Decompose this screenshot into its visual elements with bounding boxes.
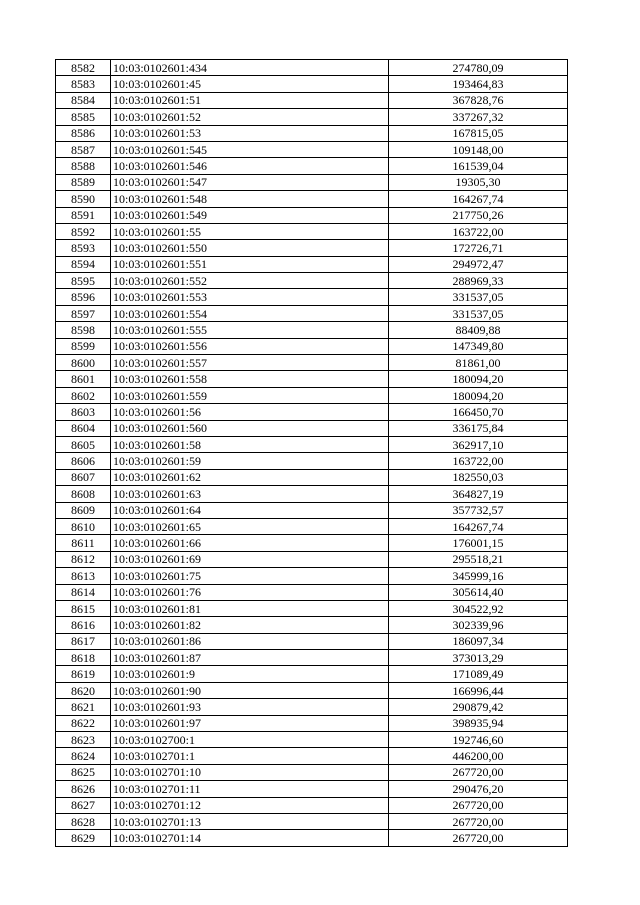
row-number-cell: 8614	[56, 584, 111, 600]
row-number-cell: 8626	[56, 781, 111, 797]
cadastral-value-table	[55, 59, 568, 847]
cadastral-number-cell: 10:03:0102601:87	[111, 650, 389, 666]
row-number-cell: 8608	[56, 486, 111, 502]
cadastral-number-cell: 10:03:0102601:90	[111, 682, 389, 698]
row-number-cell: 8585	[56, 109, 111, 125]
table-row	[56, 174, 568, 190]
table-row	[56, 338, 568, 354]
cadastral-number-cell: 10:03:0102601:93	[111, 699, 389, 715]
table-row	[56, 322, 568, 338]
table-row	[56, 436, 568, 452]
table-row	[56, 305, 568, 321]
cadastral-value-cell: 193464,83	[389, 76, 568, 92]
cadastral-value-cell: 163722,00	[389, 453, 568, 469]
table-row	[56, 256, 568, 272]
row-number-cell: 8595	[56, 273, 111, 289]
cadastral-value-cell: 147349,80	[389, 338, 568, 354]
row-number-cell: 8628	[56, 813, 111, 829]
table-row	[56, 617, 568, 633]
row-number-cell: 8584	[56, 92, 111, 108]
cadastral-value-cell: 267720,00	[389, 813, 568, 829]
table-row	[56, 158, 568, 174]
cadastral-value-cell: 180094,20	[389, 387, 568, 403]
cadastral-number-cell: 10:03:0102601:550	[111, 240, 389, 256]
cadastral-value-cell: 302339,96	[389, 617, 568, 633]
table-row	[56, 699, 568, 715]
row-number-cell: 8611	[56, 535, 111, 551]
row-number-cell: 8582	[56, 60, 111, 76]
row-number-cell: 8615	[56, 600, 111, 616]
cadastral-value-cell: 167815,05	[389, 125, 568, 141]
cadastral-value-cell: 331537,05	[389, 289, 568, 305]
cadastral-number-cell: 10:03:0102601:9	[111, 666, 389, 682]
cadastral-value-cell: 88409,88	[389, 322, 568, 338]
cadastral-number-cell: 10:03:0102601:62	[111, 469, 389, 485]
cadastral-number-cell: 10:03:0102601:75	[111, 568, 389, 584]
row-number-cell: 8592	[56, 223, 111, 239]
cadastral-number-cell: 10:03:0102701:12	[111, 797, 389, 813]
cadastral-number-cell: 10:03:0102601:552	[111, 273, 389, 289]
cadastral-value-cell: 364827,19	[389, 486, 568, 502]
cadastral-number-cell: 10:03:0102601:56	[111, 404, 389, 420]
cadastral-value-cell: 398935,94	[389, 715, 568, 731]
table-row	[56, 715, 568, 731]
cadastral-number-cell: 10:03:0102601:59	[111, 453, 389, 469]
table-row	[56, 223, 568, 239]
table-row	[56, 813, 568, 829]
table-row	[56, 355, 568, 371]
cadastral-number-cell: 10:03:0102601:547	[111, 174, 389, 190]
table-row	[56, 600, 568, 616]
table-row	[56, 141, 568, 157]
cadastral-number-cell: 10:03:0102701:10	[111, 764, 389, 780]
cadastral-value-cell: 337267,32	[389, 109, 568, 125]
table-row	[56, 420, 568, 436]
table-row	[56, 76, 568, 92]
row-number-cell: 8588	[56, 158, 111, 174]
cadastral-value-cell: 267720,00	[389, 830, 568, 846]
row-number-cell: 8621	[56, 699, 111, 715]
cadastral-number-cell: 10:03:0102601:556	[111, 338, 389, 354]
cadastral-number-cell: 10:03:0102601:82	[111, 617, 389, 633]
cadastral-value-cell: 362917,10	[389, 436, 568, 452]
row-number-cell: 8610	[56, 518, 111, 534]
row-number-cell: 8613	[56, 568, 111, 584]
cadastral-value-cell: 290476,20	[389, 781, 568, 797]
row-number-cell: 8596	[56, 289, 111, 305]
cadastral-number-cell: 10:03:0102700:1	[111, 732, 389, 748]
table-row	[56, 486, 568, 502]
row-number-cell: 8606	[56, 453, 111, 469]
cadastral-number-cell: 10:03:0102601:546	[111, 158, 389, 174]
table-row	[56, 732, 568, 748]
cadastral-number-cell: 10:03:0102601:81	[111, 600, 389, 616]
cadastral-value-cell: 304522,92	[389, 600, 568, 616]
cadastral-value-cell: 164267,74	[389, 518, 568, 534]
row-number-cell: 8598	[56, 322, 111, 338]
table-row	[56, 387, 568, 403]
cadastral-number-cell: 10:03:0102701:13	[111, 813, 389, 829]
cadastral-value-cell: 373013,29	[389, 650, 568, 666]
table-row	[56, 568, 568, 584]
row-number-cell: 8617	[56, 633, 111, 649]
cadastral-number-cell: 10:03:0102601:553	[111, 289, 389, 305]
cadastral-value-cell: 109148,00	[389, 141, 568, 157]
row-number-cell: 8594	[56, 256, 111, 272]
row-number-cell: 8599	[56, 338, 111, 354]
cadastral-value-cell: 357732,57	[389, 502, 568, 518]
cadastral-value-cell: 217750,26	[389, 207, 568, 223]
cadastral-number-cell: 10:03:0102601:51	[111, 92, 389, 108]
table-row	[56, 92, 568, 108]
cadastral-number-cell: 10:03:0102601:548	[111, 191, 389, 207]
cadastral-value-cell: 294972,47	[389, 256, 568, 272]
table-row	[56, 584, 568, 600]
table-row	[56, 207, 568, 223]
table-row	[56, 125, 568, 141]
row-number-cell: 8602	[56, 387, 111, 403]
row-number-cell: 8629	[56, 830, 111, 846]
row-number-cell: 8619	[56, 666, 111, 682]
row-number-cell: 8600	[56, 355, 111, 371]
cadastral-number-cell: 10:03:0102601:554	[111, 305, 389, 321]
cadastral-value-cell: 186097,34	[389, 633, 568, 649]
row-number-cell: 8589	[56, 174, 111, 190]
row-number-cell: 8612	[56, 551, 111, 567]
cadastral-value-cell: 164267,74	[389, 191, 568, 207]
cadastral-value-cell: 267720,00	[389, 797, 568, 813]
cadastral-value-cell: 163722,00	[389, 223, 568, 239]
cadastral-number-cell: 10:03:0102601:86	[111, 633, 389, 649]
cadastral-number-cell: 10:03:0102601:551	[111, 256, 389, 272]
cadastral-value-cell: 180094,20	[389, 371, 568, 387]
cadastral-number-cell: 10:03:0102601:63	[111, 486, 389, 502]
row-number-cell: 8590	[56, 191, 111, 207]
cadastral-number-cell: 10:03:0102601:55	[111, 223, 389, 239]
cadastral-value-cell: 192746,60	[389, 732, 568, 748]
cadastral-value-cell: 267720,00	[389, 764, 568, 780]
row-number-cell: 8603	[56, 404, 111, 420]
table-row	[56, 404, 568, 420]
cadastral-number-cell: 10:03:0102701:1	[111, 748, 389, 764]
cadastral-value-cell: 81861,00	[389, 355, 568, 371]
table-row	[56, 535, 568, 551]
table-row	[56, 518, 568, 534]
table-row	[56, 273, 568, 289]
row-number-cell: 8587	[56, 141, 111, 157]
cadastral-value-cell: 171089,49	[389, 666, 568, 682]
row-number-cell: 8604	[56, 420, 111, 436]
row-number-cell: 8593	[56, 240, 111, 256]
row-number-cell: 8583	[56, 76, 111, 92]
cadastral-number-cell: 10:03:0102601:45	[111, 76, 389, 92]
cadastral-number-cell: 10:03:0102701:11	[111, 781, 389, 797]
cadastral-number-cell: 10:03:0102601:545	[111, 141, 389, 157]
row-number-cell: 8607	[56, 469, 111, 485]
table-row	[56, 781, 568, 797]
row-number-cell: 8597	[56, 305, 111, 321]
row-number-cell: 8616	[56, 617, 111, 633]
table-row	[56, 682, 568, 698]
table-row	[56, 551, 568, 567]
table-row	[56, 650, 568, 666]
row-number-cell: 8605	[56, 436, 111, 452]
cadastral-value-cell: 182550,03	[389, 469, 568, 485]
cadastral-value-cell: 166450,70	[389, 404, 568, 420]
cadastral-number-cell: 10:03:0102601:559	[111, 387, 389, 403]
cadastral-value-cell: 336175,84	[389, 420, 568, 436]
cadastral-number-cell: 10:03:0102601:558	[111, 371, 389, 387]
row-number-cell: 8591	[56, 207, 111, 223]
table-row	[56, 748, 568, 764]
cadastral-value-cell: 295518,21	[389, 551, 568, 567]
cadastral-number-cell: 10:03:0102701:14	[111, 830, 389, 846]
cadastral-number-cell: 10:03:0102601:549	[111, 207, 389, 223]
cadastral-number-cell: 10:03:0102601:58	[111, 436, 389, 452]
cadastral-number-cell: 10:03:0102601:434	[111, 60, 389, 76]
table-row	[56, 666, 568, 682]
cadastral-value-cell: 446200,00	[389, 748, 568, 764]
cadastral-number-cell: 10:03:0102601:69	[111, 551, 389, 567]
cadastral-value-cell: 274780,09	[389, 60, 568, 76]
cadastral-number-cell: 10:03:0102601:555	[111, 322, 389, 338]
row-number-cell: 8625	[56, 764, 111, 780]
cadastral-number-cell: 10:03:0102601:560	[111, 420, 389, 436]
row-number-cell: 8609	[56, 502, 111, 518]
row-number-cell: 8623	[56, 732, 111, 748]
cadastral-value-cell: 172726,71	[389, 240, 568, 256]
table-row	[56, 502, 568, 518]
cadastral-value-cell: 288969,33	[389, 273, 568, 289]
table-row	[56, 469, 568, 485]
cadastral-value-cell: 290879,42	[389, 699, 568, 715]
cadastral-number-cell: 10:03:0102601:65	[111, 518, 389, 534]
table-row	[56, 289, 568, 305]
cadastral-value-cell: 176001,15	[389, 535, 568, 551]
table-row	[56, 764, 568, 780]
cadastral-number-cell: 10:03:0102601:76	[111, 584, 389, 600]
row-number-cell: 8601	[56, 371, 111, 387]
cadastral-value-cell: 166996,44	[389, 682, 568, 698]
table-row	[56, 240, 568, 256]
cadastral-value-cell: 367828,76	[389, 92, 568, 108]
row-number-cell: 8622	[56, 715, 111, 731]
cadastral-number-cell: 10:03:0102601:53	[111, 125, 389, 141]
table-row	[56, 830, 568, 846]
cadastral-number-cell: 10:03:0102601:66	[111, 535, 389, 551]
row-number-cell: 8627	[56, 797, 111, 813]
cadastral-number-cell: 10:03:0102601:97	[111, 715, 389, 731]
table-row	[56, 191, 568, 207]
row-number-cell: 8586	[56, 125, 111, 141]
cadastral-number-cell: 10:03:0102601:52	[111, 109, 389, 125]
cadastral-value-cell: 331537,05	[389, 305, 568, 321]
table-row	[56, 633, 568, 649]
cadastral-value-cell: 305614,40	[389, 584, 568, 600]
cadastral-number-cell: 10:03:0102601:557	[111, 355, 389, 371]
row-number-cell: 8624	[56, 748, 111, 764]
table-row	[56, 797, 568, 813]
table-row	[56, 60, 568, 76]
row-number-cell: 8620	[56, 682, 111, 698]
cadastral-value-cell: 161539,04	[389, 158, 568, 174]
cadastral-number-cell: 10:03:0102601:64	[111, 502, 389, 518]
table-row	[56, 371, 568, 387]
table-row	[56, 453, 568, 469]
cadastral-value-cell: 19305,30	[389, 174, 568, 190]
cadastral-value-cell: 345999,16	[389, 568, 568, 584]
row-number-cell: 8618	[56, 650, 111, 666]
table-body	[56, 60, 568, 847]
table-row	[56, 109, 568, 125]
